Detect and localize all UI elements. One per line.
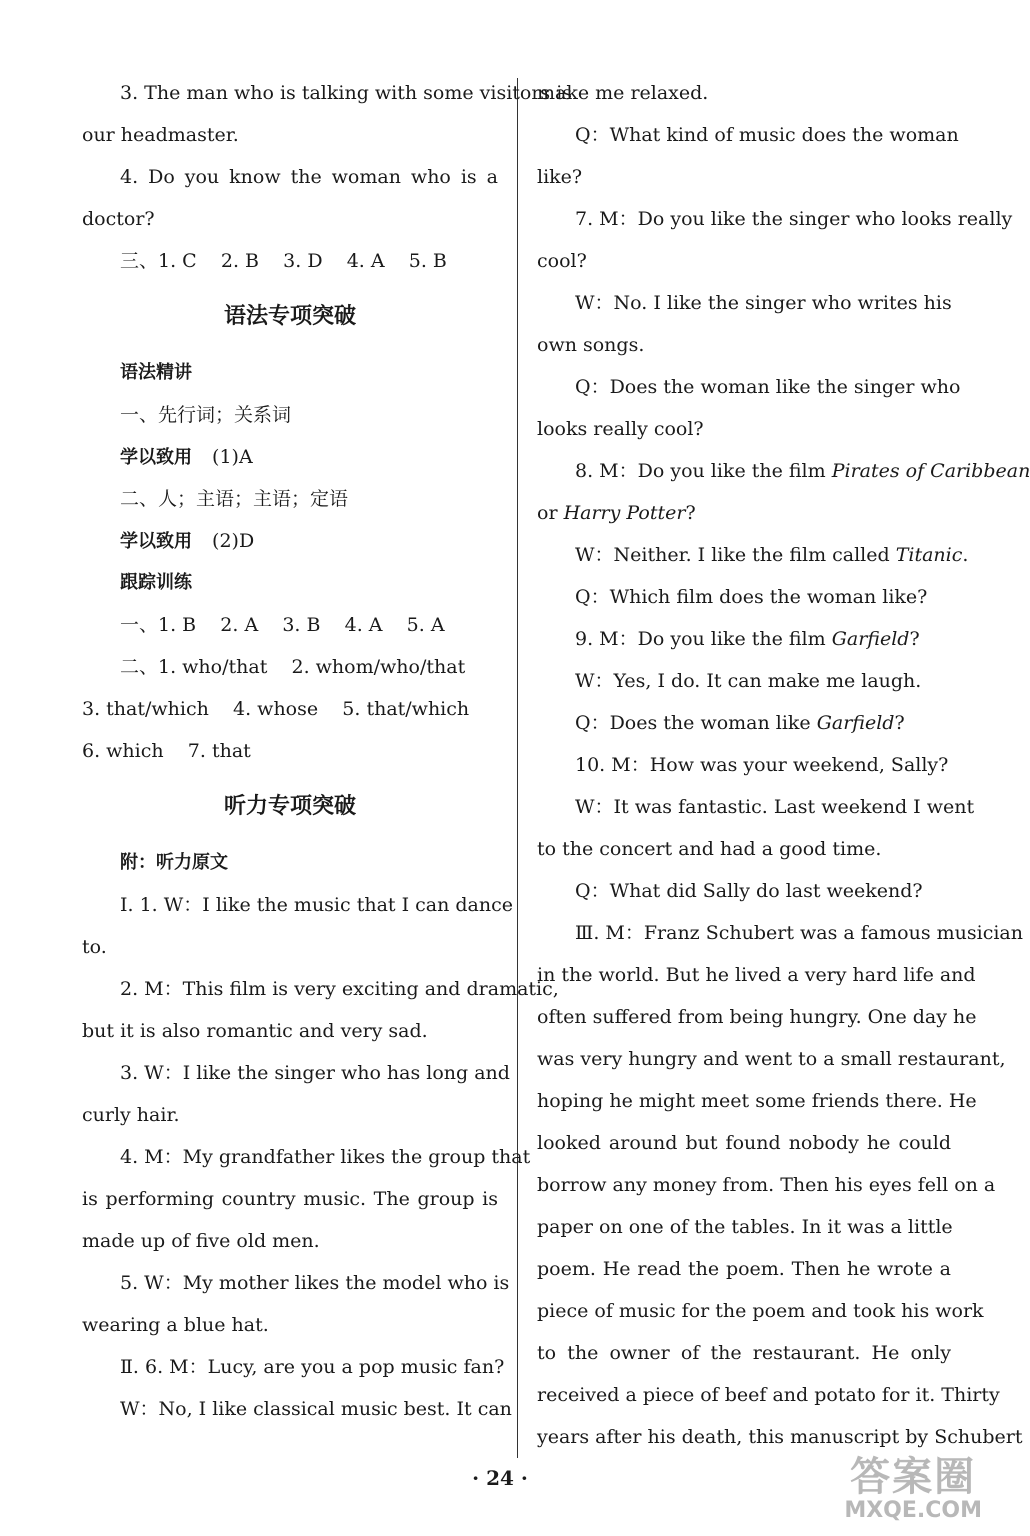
- text-line: own songs.: [537, 334, 645, 356]
- text-line: Q：Does the woman like the singer who: [575, 376, 961, 398]
- practice-line: [82, 520, 498, 562]
- text-line: like?: [537, 166, 583, 188]
- text-line: often suffered from being hungry. One day he: [537, 1006, 977, 1028]
- text-line: in the world. But he lived a very hard life and: [537, 964, 976, 986]
- text-line: Ⅲ. M：Franz Schubert was a famous musician: [575, 922, 1023, 944]
- watermark-url: MXQE.COM: [844, 1498, 982, 1523]
- text-line: Q：Which film does the woman like?: [575, 586, 928, 608]
- text-line: Q：What did Sally do last weekend?: [575, 880, 923, 902]
- text-line: received a piece of beef and potato for it. Thirty: [537, 1384, 1000, 1406]
- text-line: cool?: [537, 250, 587, 272]
- subheading: 学以致用: [120, 531, 192, 552]
- text-span: ?: [685, 502, 696, 524]
- text-line: is performing country music. The group is: [82, 1188, 498, 1210]
- text-line: doctor?: [82, 208, 155, 230]
- subheading: 语法精讲: [120, 362, 192, 383]
- text-line: but it is also romantic and very sad.: [82, 1020, 428, 1042]
- text-line: [537, 618, 951, 660]
- film-title: Titanic: [895, 544, 963, 566]
- text-line: [537, 492, 951, 534]
- text-line: W：It was fantastic. Last weekend I went: [575, 796, 975, 818]
- film-title: Harry Potter: [563, 502, 686, 524]
- text-line: looks really cool?: [537, 418, 704, 440]
- text-span: 8. M：Do you like the film: [575, 460, 832, 482]
- practice-answer: (1)A: [212, 446, 253, 468]
- text-line: Ⅰ. 1. W：I like the music that I can dance: [120, 894, 513, 916]
- subheading: 跟踪训练: [120, 572, 192, 593]
- film-title: Garfield: [831, 628, 910, 650]
- practice-line: [82, 436, 498, 478]
- text-line: [537, 702, 951, 744]
- text-span: 9. M：Do you like the film: [575, 628, 832, 650]
- watermark-logo: 答案圈: [850, 1454, 977, 1500]
- text-line: make me relaxed.: [537, 82, 709, 104]
- text-line: years after his death, this manuscript by Schubert: [537, 1426, 1023, 1448]
- text-line: borrow any money from. Then his eyes fell on a: [537, 1174, 996, 1196]
- text-line: 7. M：Do you like the singer who looks really: [575, 208, 1013, 230]
- subheading: 学以致用: [120, 447, 192, 468]
- practice-answer: (2)D: [212, 530, 255, 552]
- watermark: [844, 1455, 982, 1523]
- text-line: W：Yes, I do. It can make me laugh.: [575, 670, 922, 692]
- text-span: W：Neither. I like the film called: [575, 544, 896, 566]
- text-line: 3. The man who is talking with some visitors is: [120, 82, 573, 104]
- text-span: ?: [894, 712, 905, 734]
- text-span: or: [537, 502, 564, 524]
- text-line: 5. W：My mother likes the model who is: [120, 1272, 510, 1294]
- text-line: to.: [82, 936, 107, 958]
- text-line: made up of five old men.: [82, 1230, 320, 1252]
- text-line: Ⅱ. 6. M：Lucy, are you a pop music fan?: [120, 1356, 505, 1378]
- film-title: Pirates of Caribbean: [831, 460, 1030, 482]
- text-line: 2. M：This film is very exciting and dramatic,: [120, 978, 559, 1000]
- column-divider: [517, 78, 518, 1458]
- text-line: piece of music for the poem and took his work: [537, 1300, 984, 1322]
- text-line: to the owner of the restaurant. He only: [537, 1342, 951, 1364]
- section-heading-listening: 听力专项突破: [223, 794, 356, 819]
- text-line: to the concert and had a good time.: [537, 838, 882, 860]
- text-line: 4. M：My grandfather likes the group that: [120, 1146, 531, 1168]
- right-column: [537, 72, 1030, 1458]
- text-span: Q：Does the woman like: [575, 712, 817, 734]
- text-line: W：No. I like the singer who writes his: [575, 292, 952, 314]
- text-line: looked around but found nobody he could: [537, 1132, 951, 1154]
- film-title: Garfield: [816, 712, 895, 734]
- text-line: 10. M：How was your weekend, Sally?: [575, 754, 949, 776]
- text-line: 一、先行词；关系词: [120, 404, 292, 426]
- section-heading-grammar: 语法专项突破: [223, 304, 356, 329]
- text-span: ?: [909, 628, 920, 650]
- answer-line: 6. which 7. that: [82, 740, 251, 762]
- subheading: 附：听力原文: [120, 852, 228, 873]
- text-line: Q：What kind of music does the woman: [575, 124, 959, 146]
- text-line: 3. W：I like the singer who has long and: [120, 1062, 510, 1084]
- answer-line: 二、1. who/that 2. whom/who/that: [120, 656, 466, 678]
- text-line: was very hungry and went to a small restaurant,: [537, 1048, 1006, 1070]
- text-line: curly hair.: [82, 1104, 180, 1126]
- text-line: poem. He read the poem. Then he wrote a: [537, 1258, 951, 1280]
- text-line: W：No, I like classical music best. It can: [120, 1398, 512, 1420]
- text-line: 4. Do you know the woman who is a: [120, 166, 498, 188]
- text-line: [537, 534, 969, 576]
- answer-line: 一、1. B 2. A 3. B 4. A 5. A: [120, 614, 445, 636]
- text-line: [537, 450, 1030, 492]
- text-line: 二、人；主语；主语；定语: [120, 488, 349, 510]
- text-line: wearing a blue hat.: [82, 1314, 269, 1336]
- answer-line: 三、1. C 2. B 3. D 4. A 5. B: [120, 250, 447, 272]
- text-line: our headmaster.: [82, 124, 239, 146]
- answer-line: 3. that/which 4. whose 5. that/which: [82, 698, 470, 720]
- text-span: .: [962, 544, 969, 566]
- text-line: hoping he might meet some friends there. He: [537, 1090, 977, 1112]
- text-line: paper on one of the tables. In it was a little: [537, 1216, 953, 1238]
- page-number: · 24 ·: [472, 1466, 528, 1490]
